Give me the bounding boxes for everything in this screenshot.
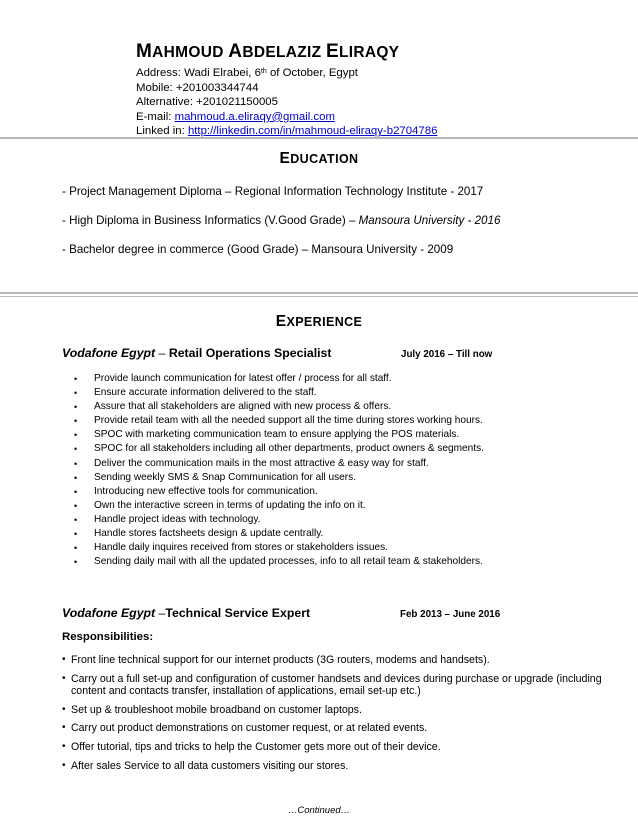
list-item: • After sales Service to all data customers visiting our stores. bbox=[62, 760, 622, 773]
divider bbox=[0, 292, 638, 294]
list-item: • Handle project ideas with technology. bbox=[62, 513, 484, 527]
continued-footer: …Continued… bbox=[287, 805, 351, 816]
divider bbox=[0, 137, 638, 139]
list-item: • Provide retail team with all the needed support all the time during stores working hours. bbox=[62, 414, 484, 428]
education-item: - High Diploma in Business Informatics (V.Good Grade) – Mansoura University - 2016 bbox=[62, 214, 501, 227]
list-item: • Provide launch communication for latest offer / process for all staff. bbox=[62, 372, 484, 386]
job-2-duties bbox=[62, 654, 622, 778]
list-item: • Introducing new effective tools for communication. bbox=[62, 485, 484, 499]
job-title-2: Vodafone Egypt –Technical Service Expert bbox=[62, 606, 311, 620]
linkedin-link[interactable]: http://linkedin.com/in/mahmoud-eliraqy-b2704786 bbox=[187, 125, 438, 138]
divider bbox=[0, 296, 638, 297]
list-item: • SPOC for all stakeholders including all other departments, product owners & segments. bbox=[62, 442, 484, 456]
job-dates-2: Feb 2013 – June 2016 bbox=[400, 609, 501, 620]
education-item: - Project Management Diploma – Regional Information Technology Institute - 2017 bbox=[62, 185, 484, 198]
list-item: • Handle daily inquires received from stores or stakeholders issues. bbox=[62, 541, 484, 555]
applicant-name: MAHMOUD ABDELAZIZ ELIRAQY bbox=[136, 41, 400, 62]
experience-heading: EXPERIENCE bbox=[275, 313, 363, 330]
list-item: • Assure that all stakeholders are aligned with new process & offers. bbox=[62, 400, 484, 414]
email-link[interactable]: mahmoud.a.eliraqy@gmail.com bbox=[174, 110, 335, 123]
list-item: • Sending weekly SMS & Snap Communication for all users. bbox=[62, 471, 484, 485]
list-item: • Own the interactive screen in terms of updating the info on it. bbox=[62, 499, 484, 513]
job-title-1: Vodafone Egypt – Retail Operations Specialist bbox=[62, 346, 332, 360]
list-item: • Deliver the communication mails in the most attractive & easy way for staff. bbox=[62, 457, 484, 471]
linkedin-line: Linked in: http://linkedin.com/in/mahmoud-eliraqy-b2704786 bbox=[136, 125, 438, 138]
list-item: • Carry out product demonstrations on customer request, or at related events. bbox=[62, 722, 622, 735]
list-item: • Carry out a full set-up and configuration of customer handsets and devices during purchase or upgrade (including content and contacts transfer, installation of applications, email set-up etc.) bbox=[62, 673, 622, 698]
list-item: • Offer tutorial, tips and tricks to help the Customer gets more out of their device. bbox=[62, 741, 622, 754]
list-item: • Set up & troubleshoot mobile broadband on customer laptops. bbox=[62, 704, 622, 717]
responsibilities-label: Responsibilities: bbox=[62, 631, 154, 643]
list-item: • Sending daily mail with all the updated processes, info to all retail team & stakeholders. bbox=[62, 555, 484, 569]
education-heading: EDUCATION bbox=[279, 150, 359, 167]
list-item: • Front line technical support for our internet products (3G routers, modems and handsets). bbox=[62, 654, 622, 667]
contact-block bbox=[136, 66, 437, 139]
alternative-line: Alternative: +201021150005 bbox=[136, 96, 278, 109]
education-item: - Bachelor degree in commerce (Good Grade) – Mansoura University - 2009 bbox=[62, 243, 454, 256]
address-line: Address: Wadi Elrabei, 6th of October, Egypt bbox=[136, 67, 358, 79]
list-item: • SPOC with marketing communication team to ensure applying the POS materials. bbox=[62, 428, 484, 442]
list-item: • Ensure accurate information delivered to the staff. bbox=[62, 386, 484, 400]
job-dates-1: July 2016 – Till now bbox=[401, 349, 493, 360]
email-line: E-mail: mahmoud.a.eliraqy@gmail.com bbox=[136, 110, 335, 123]
list-item: • Handle stores factsheets design & update centrally. bbox=[62, 527, 484, 541]
mobile-line: Mobile: +201003344744 bbox=[136, 81, 259, 94]
job-1-duties bbox=[62, 372, 484, 569]
